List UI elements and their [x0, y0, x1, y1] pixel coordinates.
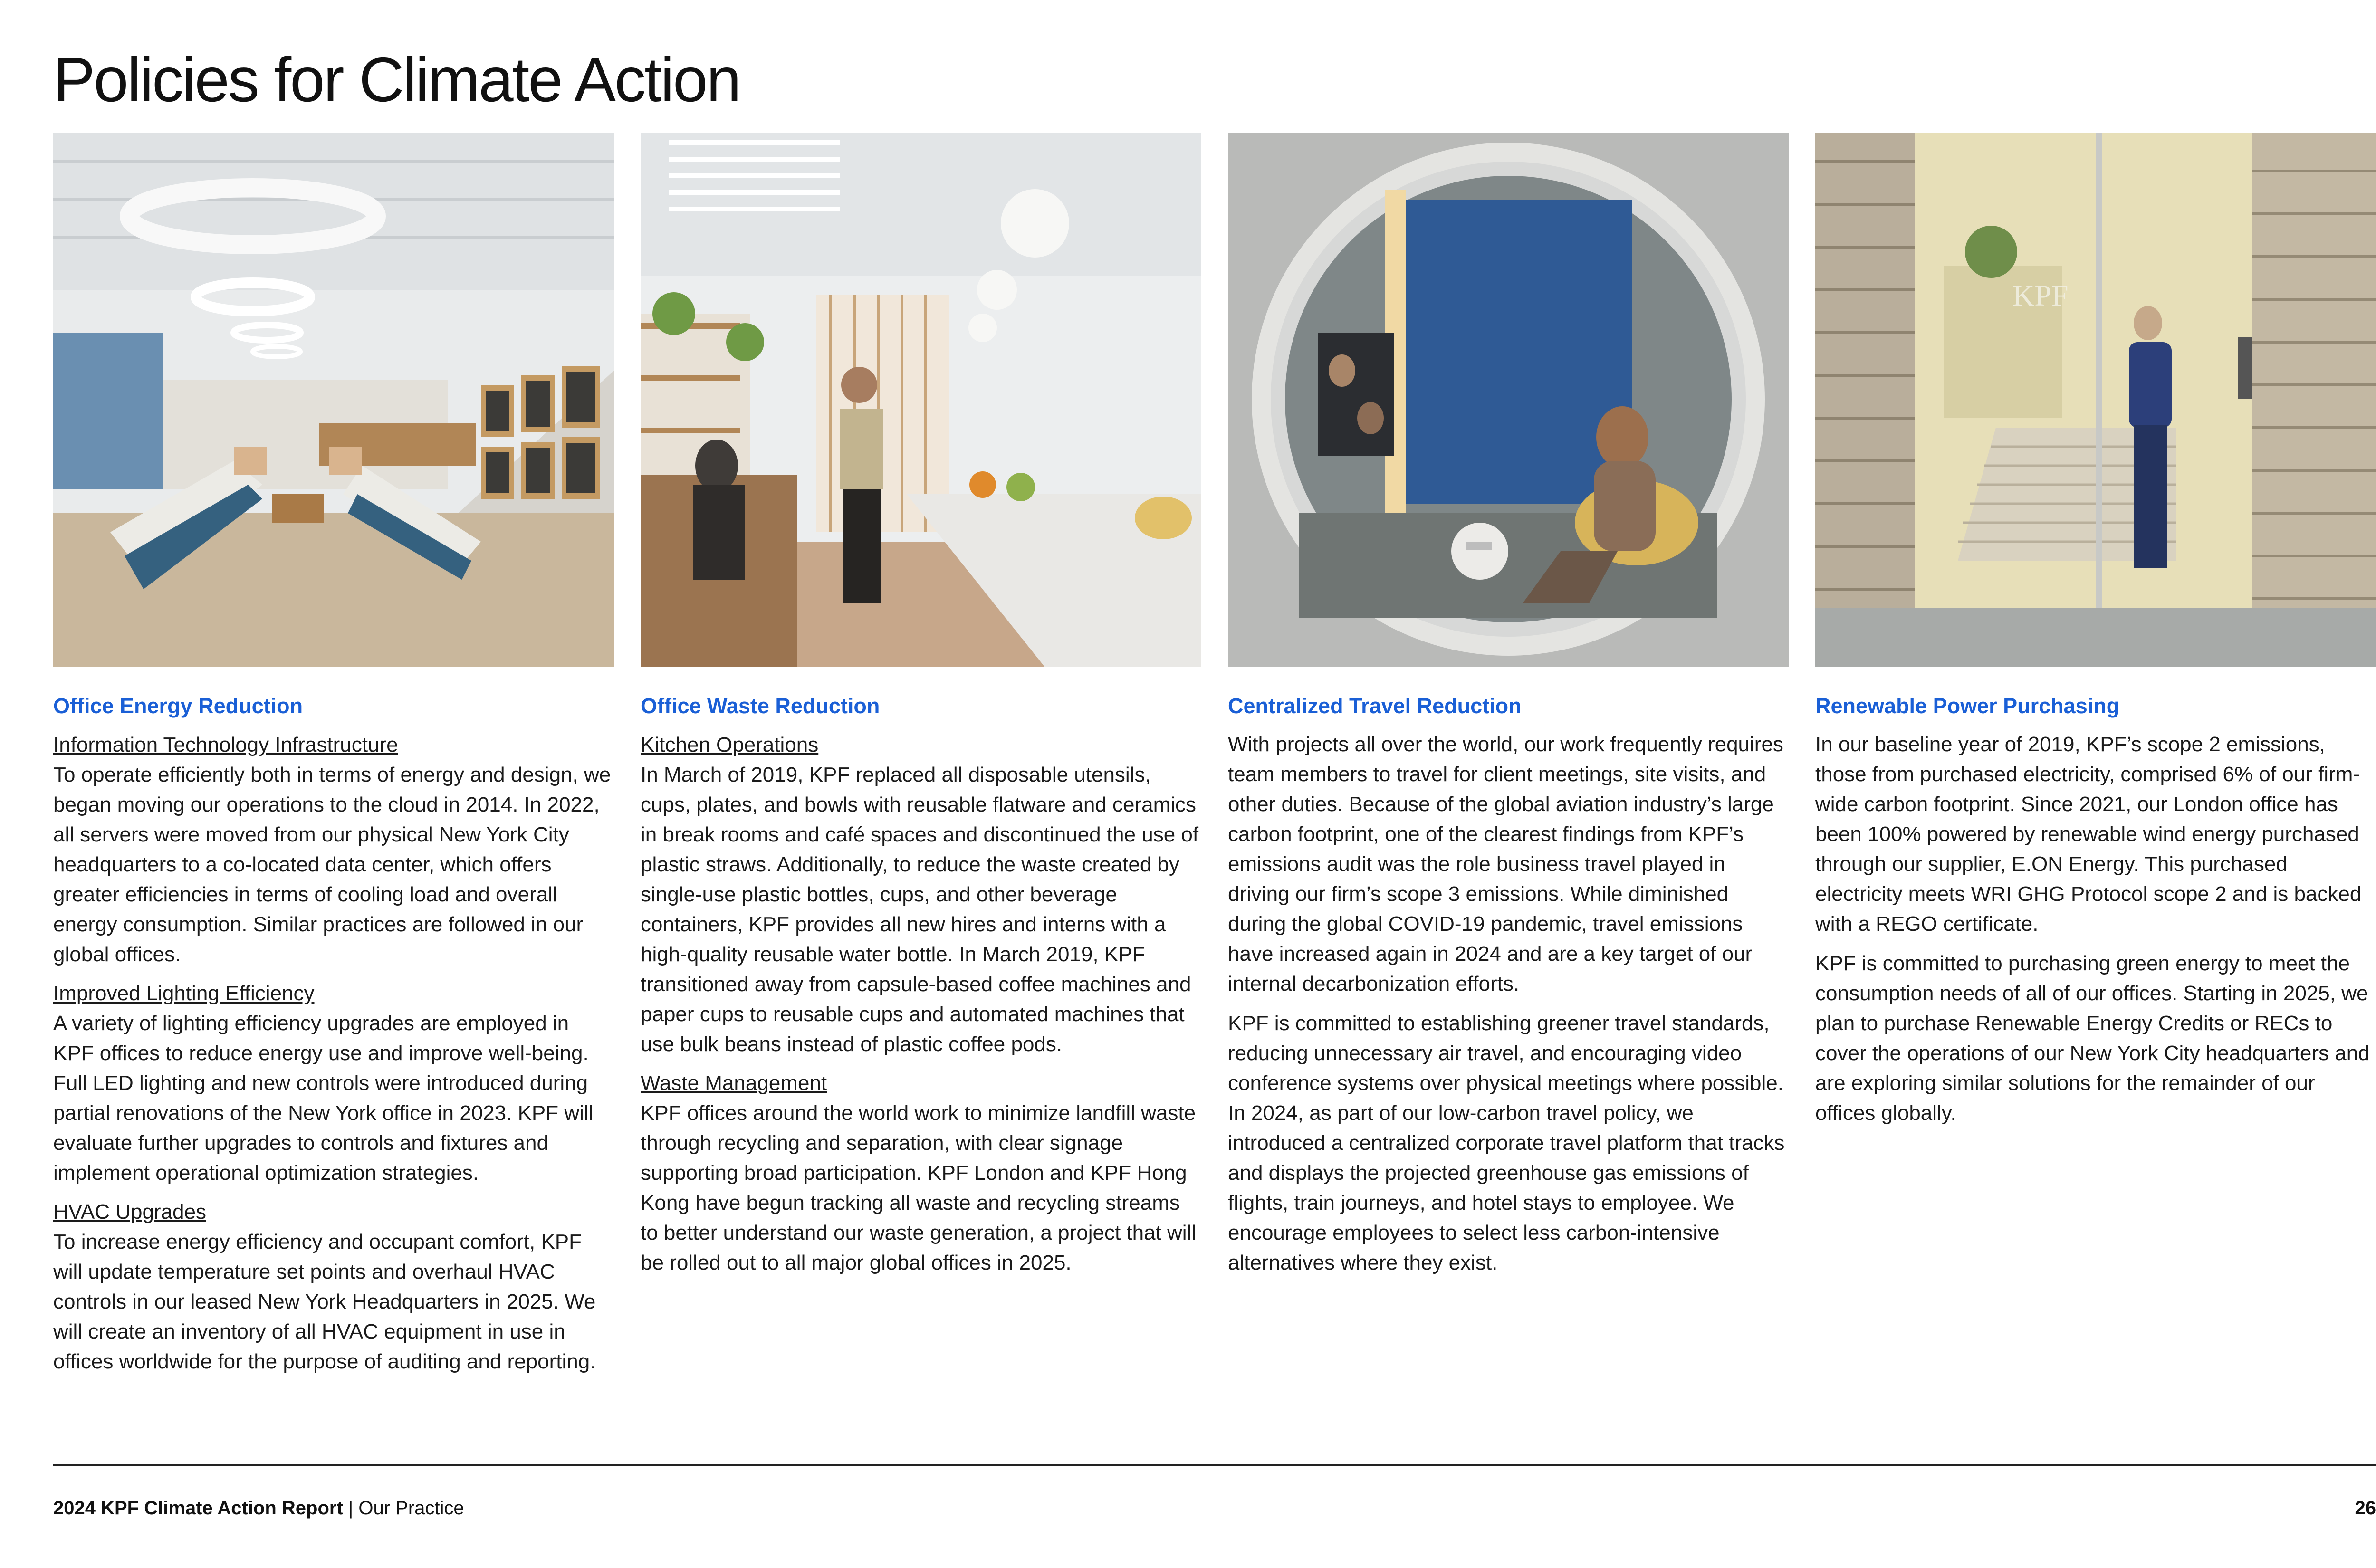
office-lounge-photo	[53, 133, 614, 667]
text-renewable-paragraph-1: In our baseline year of 2019, KPF’s scope 2 emissions, those from purchased electricity, comprised 6% of our firm-wide carbon footprint. Since 2021, our London office has been 100% powered by renewable wind energy purchased through our supplier, E.ON Energy. This purchased electricity meets WRI GHG Protocol scope 2 and is backed with a REGO certificate.	[1815, 733, 2362, 936]
heading-centralized-travel-reduction: Centralized Travel Reduction	[1228, 694, 1522, 718]
footer-divider	[53, 1464, 2376, 1466]
footer-report-title: 2024 KPF Climate Action Report	[53, 1498, 343, 1519]
footer-section-name: Our Practice	[358, 1498, 464, 1519]
page-number: 26	[2355, 1498, 2376, 1519]
heading-office-energy-reduction: Office Energy Reduction	[53, 694, 303, 718]
footer-report-info	[53, 1498, 464, 1519]
text-lighting-efficiency: A variety of lighting efficiency upgrades are employed in KPF offices to reduce energy use and improve well-being. Full LED lighting and new controls were introduced during partial renovations of the New York office in 2023. KPF will evaluate further upgrades to controls and fixtures and implement operational optimization strategies.	[53, 1012, 594, 1185]
subheading-waste-management: Waste Management	[641, 1071, 827, 1095]
heading-office-waste-reduction: Office Waste Reduction	[641, 694, 880, 718]
subheading-lighting-efficiency: Improved Lighting Efficiency	[53, 982, 315, 1005]
subheading-it-infrastructure: Information Technology Infrastructure	[53, 733, 398, 756]
text-renewable-paragraph-2: KPF is committed to purchasing green energy to meet the consumption needs of all of our offices. Starting in 2025, we plan to purchase Renewable Energy Credits or RECs to cover the operations of our New York City headquarters and are exploring similar solutions for the remainder of our offices globally.	[1815, 952, 2370, 1125]
text-kitchen-operations: In March of 2019, KPF replaced all disposable utensils, cups, plates, and bowls with reusable flatware and ceramics in break rooms and café spaces and discontinued the use of plastic straws. Additionally, to reduce the waste created by single-use plastic bottles, cups, and other beverage containers, KPF provides all new hires and interns with a high-quality reusable water bottle. In March 2019, KPF transitioned away from capsule-based coffee machines and paper cups to reusable cups and automated machines that use bulk beans instead of plastic coffee pods.	[641, 763, 1199, 1056]
column-travel-reduction	[1228, 133, 1789, 1278]
subheading-kitchen-operations: Kitchen Operations	[641, 733, 819, 756]
text-travel-paragraph-1: With projects all over the world, our work frequently requires team members to travel for client meetings, site visits, and other duties. Because of the global aviation industry’s large carbon footprint, one of the clearest findings from KPF’s emissions audit was the role business travel played in driving our firm’s scope 3 emissions. While diminished during the global COVID-19 pandemic, travel emissions have increased again in 2024 and are a key target of our internal decarbonization efforts.	[1228, 733, 1783, 995]
office-kitchen-photo	[641, 133, 1201, 667]
video-booth-photo	[1228, 133, 1789, 667]
column-renewable-power	[1815, 133, 2376, 1128]
subheading-hvac-upgrades: HVAC Upgrades	[53, 1200, 206, 1224]
text-it-infrastructure: To operate efficiently both in terms of energy and design, we began moving our operations to the cloud in 2014. In 2022, all servers were moved from our physical New York City headquarters to a co-located data center, which offers greater efficiencies in terms of cooling load and overall energy consumption. Similar practices are followed in our global offices.	[53, 763, 611, 966]
kpf-sign-text: KPF	[2012, 278, 2069, 312]
page-title: Policies for Climate Action	[53, 45, 740, 115]
office-entrance-photo	[1815, 133, 2376, 667]
footer-separator: |	[343, 1498, 359, 1519]
column-office-energy	[53, 133, 614, 1377]
column-office-waste	[641, 133, 1201, 1278]
text-hvac-upgrades: To increase energy efficiency and occupant comfort, KPF will update temperature set points and overhaul HVAC controls in our leased New York Headquarters in 2025. We will create an inventory of all HVAC equipment in use in offices worldwide for the purpose of auditing and reporting.	[53, 1230, 596, 1373]
heading-renewable-power-purchasing: Renewable Power Purchasing	[1815, 694, 2120, 718]
text-waste-management: KPF offices around the world work to minimize landfill waste through recycling and separation, with clear signage supporting broad participation. KPF London and KPF Hong Kong have begun tracking all waste and recycling streams to better understand our waste generation, a project that will be rolled out to all major global offices in 2025.	[641, 1101, 1197, 1274]
text-travel-paragraph-2: KPF is committed to establishing greener travel standards, reducing unnecessary air travel, and encouraging video conference systems over physical meetings where possible. In 2024, as part of our low-carbon travel policy, we introduced a centralized corporate travel platform that tracks and displays the projected greenhouse gas emissions of flights, train journeys, and hotel stays to employee. We encourage employees to select less carbon-intensive alternatives where they exist.	[1228, 1012, 1785, 1274]
